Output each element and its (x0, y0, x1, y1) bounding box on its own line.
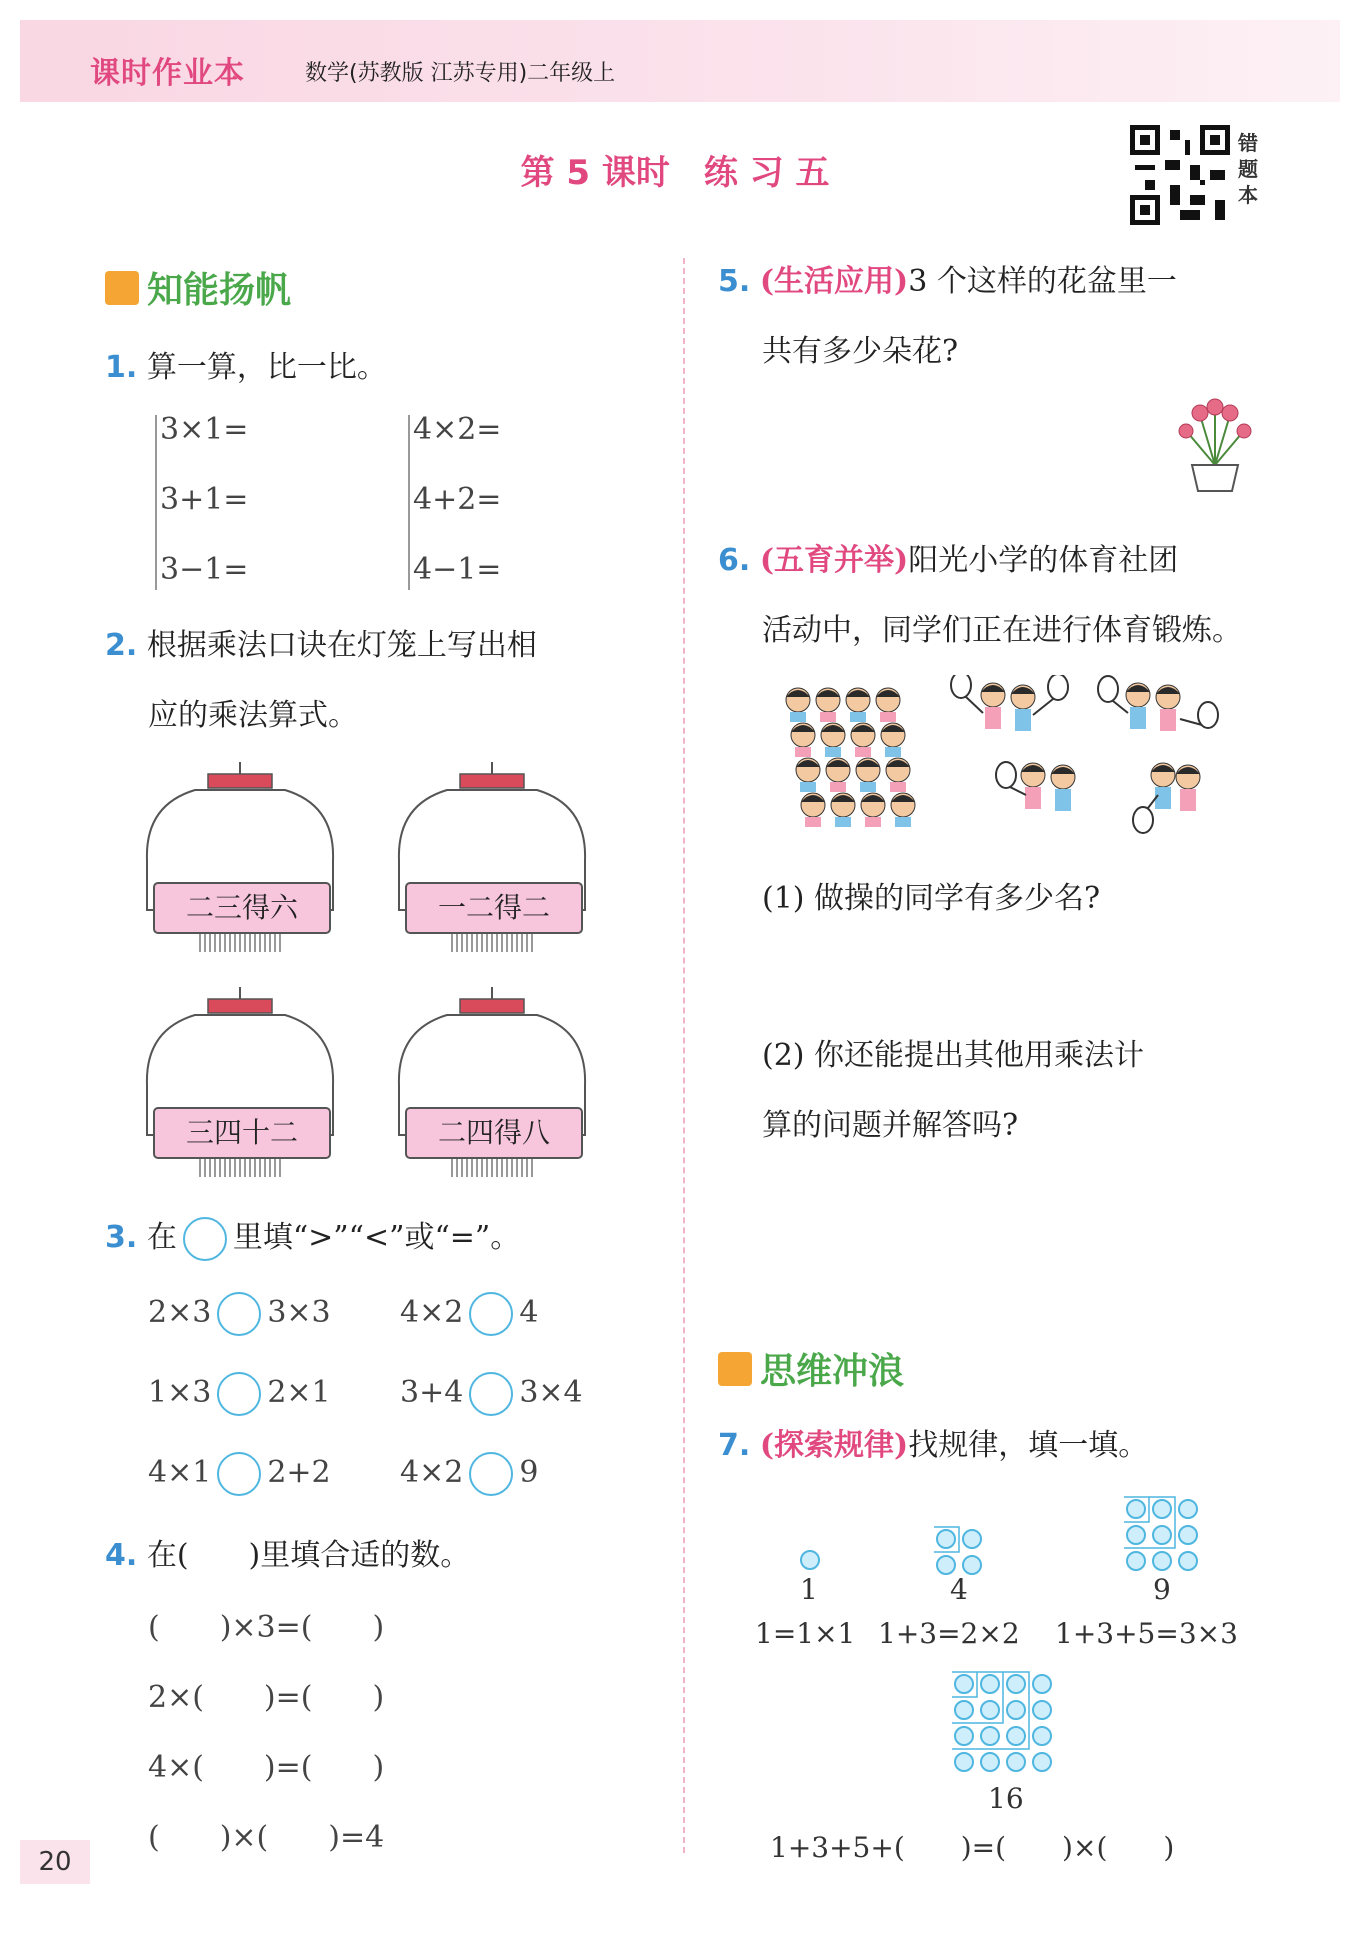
question-text: 阳光小学的体育社团 (908, 543, 1179, 578)
pattern-equation: 1+3=2×2 (878, 1617, 1020, 1650)
question-1 (105, 342, 387, 386)
question-4 (105, 1530, 470, 1574)
compare-row (148, 1372, 331, 1416)
question-number: 7. (718, 1428, 751, 1463)
fill-blank-equation[interactable]: ( )×3=( ) (148, 1610, 385, 1645)
compare-row (400, 1372, 583, 1416)
compare-left: 2×3 (148, 1295, 212, 1330)
question-text: 根据乘法口诀在灯笼上写出相 (146, 628, 537, 663)
equation: 3−1= (160, 552, 249, 587)
question-number: 3. (105, 1220, 138, 1255)
wrong-questions-label: 错题本 (1238, 131, 1258, 207)
answer-circle-example (183, 1217, 227, 1261)
compare-right: 2×1 (267, 1375, 331, 1410)
question-tag: (五育并举) (759, 543, 909, 578)
question-text: 3 个这样的花盆里一 (908, 264, 1177, 299)
compare-left: 4×2 (400, 1295, 464, 1330)
equation: 3+1= (160, 482, 249, 517)
compare-right: 4 (519, 1295, 539, 1330)
compare-left: 4×2 (400, 1455, 464, 1490)
question-text: 在( )里填合适的数。 (146, 1538, 471, 1573)
children-exercising-illustration (778, 675, 1238, 845)
question-text: 找规律，填一填。 (908, 1428, 1149, 1463)
question-6 (718, 535, 1178, 579)
question-number: 1. (105, 350, 138, 385)
dot-pattern-9 (1122, 1495, 1204, 1577)
count-label: 16 (988, 1782, 1024, 1815)
lantern-label: 二四得八 (405, 1107, 583, 1159)
section-heading-siwei (718, 1343, 904, 1394)
dot-pattern-16 (950, 1670, 1058, 1778)
equation: 4×2= (413, 412, 502, 447)
question-tag: (探索规律) (759, 1428, 909, 1463)
question-number: 6. (718, 543, 751, 578)
question-text-post: 里填“>”“<”或“=”。 (232, 1220, 521, 1255)
question-7 (718, 1420, 1148, 1464)
compare-right: 3×4 (519, 1375, 583, 1410)
compare-row (400, 1292, 538, 1336)
question-text-pre: 在 (146, 1220, 177, 1255)
fill-blank-pattern-equation[interactable]: 1+3+5+( )=( )×( ) (770, 1831, 1175, 1864)
answer-circle[interactable] (217, 1292, 261, 1336)
answer-circle[interactable] (469, 1372, 513, 1416)
sail-icon (105, 271, 139, 305)
count-label: 4 (950, 1573, 968, 1606)
question-3 (105, 1212, 520, 1261)
compare-left: 1×3 (148, 1375, 212, 1410)
lantern (145, 985, 335, 1185)
question-text-continued: 活动中，同学们正在进行体育锻炼。 (762, 613, 1242, 648)
qr-code-icon[interactable] (1130, 125, 1230, 225)
lantern-label: 一二得二 (405, 882, 583, 934)
question-text-continued: 共有多少朵花? (762, 334, 959, 369)
sub-question-1: (1) 做操的同学有多少名? (762, 881, 1101, 916)
lantern (397, 985, 587, 1185)
answer-circle[interactable] (469, 1292, 513, 1336)
section-heading-text: 知能扬帆 (147, 270, 292, 311)
column-divider (683, 258, 685, 1853)
subject-label: 数学(苏教版 江苏专用)二年级上 (305, 61, 616, 86)
count-label: 1 (800, 1573, 818, 1606)
brand-title: 课时作业本 (90, 56, 245, 91)
count-label: 9 (1153, 1573, 1171, 1606)
question-text: 算一算，比一比。 (146, 350, 387, 385)
section-heading-text: 思维冲浪 (760, 1351, 905, 1392)
question-number: 5. (718, 264, 751, 299)
question-number: 2. (105, 628, 138, 663)
page-number: 20 (20, 1840, 90, 1884)
answer-circle[interactable] (217, 1452, 261, 1496)
equation: 3×1= (160, 412, 249, 447)
fill-blank-equation[interactable]: 4×( )=( ) (148, 1750, 385, 1785)
question-text-continued: 应的乘法算式。 (148, 698, 358, 733)
lantern-label: 三四十二 (153, 1107, 331, 1159)
question-5 (718, 256, 1177, 300)
lantern (145, 760, 335, 960)
sub-question-2-continued: 算的问题并解答吗? (762, 1108, 1019, 1143)
wave-icon (718, 1352, 752, 1386)
lesson-title: 第 5 课时 练 习 五 (520, 153, 830, 193)
compare-row (400, 1452, 538, 1496)
pattern-equation: 1+3+5=3×3 (1055, 1617, 1238, 1650)
compare-right: 2+2 (267, 1455, 331, 1490)
question-number: 4. (105, 1538, 138, 1573)
question-2 (105, 620, 537, 664)
compare-row (148, 1452, 331, 1496)
flower-pot-icon (1170, 395, 1260, 495)
compare-left: 4×1 (148, 1455, 212, 1490)
answer-circle[interactable] (217, 1372, 261, 1416)
fill-blank-equation[interactable]: ( )×( )=4 (148, 1820, 385, 1855)
compare-right: 3×3 (267, 1295, 331, 1330)
compare-row (148, 1292, 331, 1336)
compare-left: 3+4 (400, 1375, 464, 1410)
compare-right: 9 (519, 1455, 539, 1490)
answer-circle[interactable] (469, 1452, 513, 1496)
question-tag: (生活应用) (759, 264, 909, 299)
lantern (397, 760, 587, 960)
equation: 4−1= (413, 552, 502, 587)
fill-blank-equation[interactable]: 2×( )=( ) (148, 1680, 385, 1715)
sub-question-2: (2) 你还能提出其他用乘法计 (762, 1038, 1145, 1073)
section-heading-zhineng (105, 262, 291, 313)
equation: 4+2= (413, 482, 502, 517)
lantern-label: 二三得六 (153, 882, 331, 934)
pattern-equation: 1=1×1 (755, 1617, 856, 1650)
dot-pattern-1 (795, 1545, 825, 1575)
